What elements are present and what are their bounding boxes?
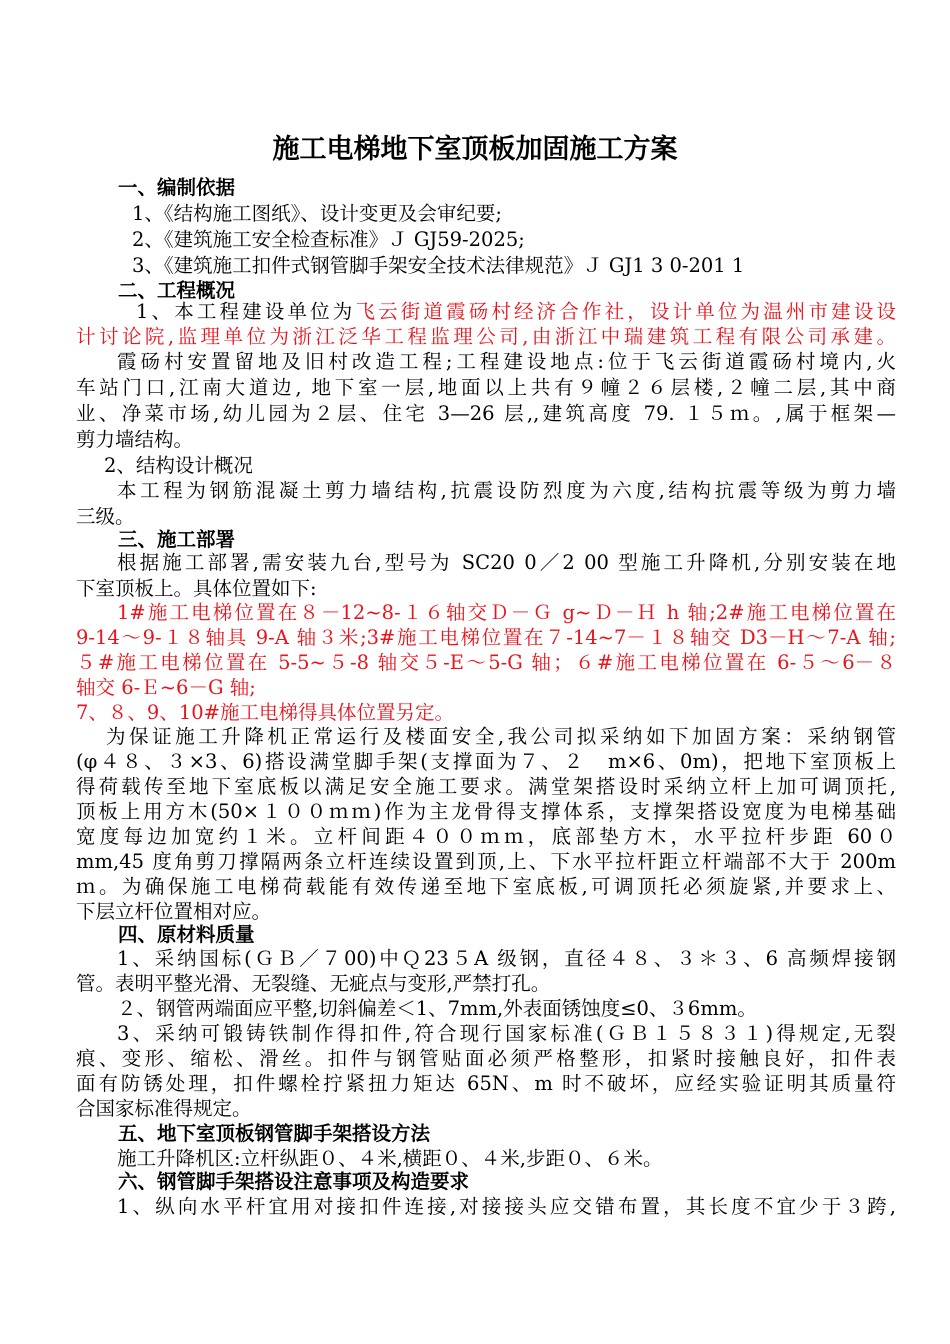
paragraph-line: 下层立杆位置相对应。 [76,900,272,923]
paragraph-line: 霞砀村安置留地及旧村改造工程;工程建设地点:位于飞云街道霞砀村境内,火 [117,350,896,373]
paragraph-line: 管。表明平整光滑、无裂缝、无疵点与变形,严禁打孔。 [76,972,551,995]
paragraph-line: 得荷载传至地下室底板以满足安全施工要求。满堂架搭设时采纳立杆上加可调顶托, [76,775,896,798]
paragraph-line: 2、结构设计概况 [104,454,253,477]
paragraph-line: 下室顶板上。具体位置如下: [76,577,317,600]
section-heading: 六、钢管脚手架搭设注意事项及构造要求 [118,1170,470,1193]
paragraph-line: 施工升降机区:立杆纵距０、４米,横距０、４米,步距０、６米。 [117,1147,663,1170]
paragraph-line: 1#施工电梯位置在８－12~8-１６轴交Ｄ－Ｇ g~Ｄ－Ｈ h 轴;2#施工电梯位置在 [117,601,896,624]
paragraph-line: 9-14～9-１８轴具 9-A 轴３米;3#施工电梯位置在７-14~7－１８轴交 D3－H～7-A 轴; [76,626,896,649]
paragraph-line: 三级。 [76,505,135,528]
paragraph-line: 1、《结构施工图纸》、设计变更及会审纪要; [132,202,502,225]
paragraph-line: ｍ。为确保施工电梯荷载能有效传递至地下室底板,可调顶托必须旋紧,并要求上、 [76,875,896,898]
section-heading: 三、施工部署 [118,528,236,551]
paragraph-line: 剪力墙结构。 [76,428,194,451]
paragraph-line: ２、钢管两端面应平整,切斜偏差＜1、7mm,外表面锈蚀度≤0、３6mm。 [117,997,757,1020]
paragraph-line: 1、纵向水平杆宜用对接扣件连接,对接接头应交错布置，其长度不宜少于３跨, [117,1195,896,1218]
paragraph-line: 7、８、9、10#施工电梯得具体位置另定。 [76,701,454,724]
paragraph-line: 顶板上用方木(50×１００ｍｍ)作为主龙骨得支撑体系，支撑架搭设宽度为电梯基础 [76,800,896,823]
paragraph-line: 2、《建筑施工安全检查标准》Ｊ GJ59-2025; [132,228,525,251]
paragraph-line: 3、《建筑施工扣件式钢管脚手架安全技术法律规范》Ｊ GJ1 3 0-201 1 [132,254,745,277]
paragraph-line: 1、采纳国标(ＧＢ／７00)中Ｑ23５A 级钢，直径４８、３＊３、6 高频焊接钢 [117,947,896,970]
section-heading: 一、编制依据 [118,176,236,199]
paragraph-line: 计讨论院,监理单位为浙江泛华工程监理公司,由浙江中瑞建筑工程有限公司承建。 [76,325,896,348]
paragraph-line: 轴交 6-Ｅ~6－G 轴; [76,676,256,699]
section-heading: 五、地下室顶板钢管脚手架搭设方法 [118,1122,431,1145]
section-heading: 四、原材料质量 [118,923,255,946]
section-heading: 二、工程概况 [118,279,236,302]
paragraph-line: 合国家标准得规定。 [76,1097,252,1120]
line-text-black: 1、本工程建设单位为 [136,300,356,323]
paragraph-line [136,299,896,325]
line-text-red: 飞云街道霞砀村经济合作社，设计单位为温州市建设设 [355,300,896,323]
paragraph-line: 面有防锈处理，扣件螺栓拧紧扭力矩达 65N、m 时不破坏，应经实验证明其质量符 [76,1072,896,1095]
paragraph-line: 为保证施工升降机正常运行及楼面安全,我公司拟采纳如下加固方案：采纳钢管 [106,725,896,748]
paragraph-line: 本工程为钢筋混凝土剪力墙结构,抗震设防烈度为六度,结构抗震等级为剪力墙 [117,479,896,502]
paragraph-line: 宽度每边加宽约１米。立杆间距４００ｍｍ，底部垫方木，水平拉杆步距 60０ [76,825,896,848]
paragraph-line: 3、采纳可锻铸铁制作得扣件,符合现行国家标准(ＧＢ１５８３１)得规定,无裂 [117,1022,896,1045]
paragraph-line: (φ４８、３×3、6)搭设满堂脚手架(支撑面为７、２ m×6、0m)，把地下室顶板上 [76,750,896,773]
page-title: 施工电梯地下室顶板加固施工方案 [272,134,678,165]
paragraph-line: 痕、变形、缩松、滑丝。扣件与钢管贴面必须严格整形，扣紧时接触良好，扣件表 [76,1047,896,1070]
paragraph-line: 业、净菜市场,幼儿园为２层、住宅 3—26 层,,建筑高度 79. １５ｍ。,属于框架— [76,402,896,425]
paragraph-line: ５#施工电梯位置在 5-5~５-8 轴交５-E～5-G 轴；６#施工电梯位置在 6-５～6－８ [76,651,896,674]
paragraph-line: 车站门口,江南大道边, 地下室一层,地面以上共有９幢２６层楼,２幢二层,其中商 [76,376,896,399]
paragraph-line: 根据施工部署,需安装九台,型号为 SC20 0／2 00 型施工升降机,分别安装在地 [117,551,896,574]
paragraph-line: mm,45 度角剪刀撑隔两条立杆连续设置到顶,上、下水平拉杆距立杆端部不大于 200m [76,850,896,873]
